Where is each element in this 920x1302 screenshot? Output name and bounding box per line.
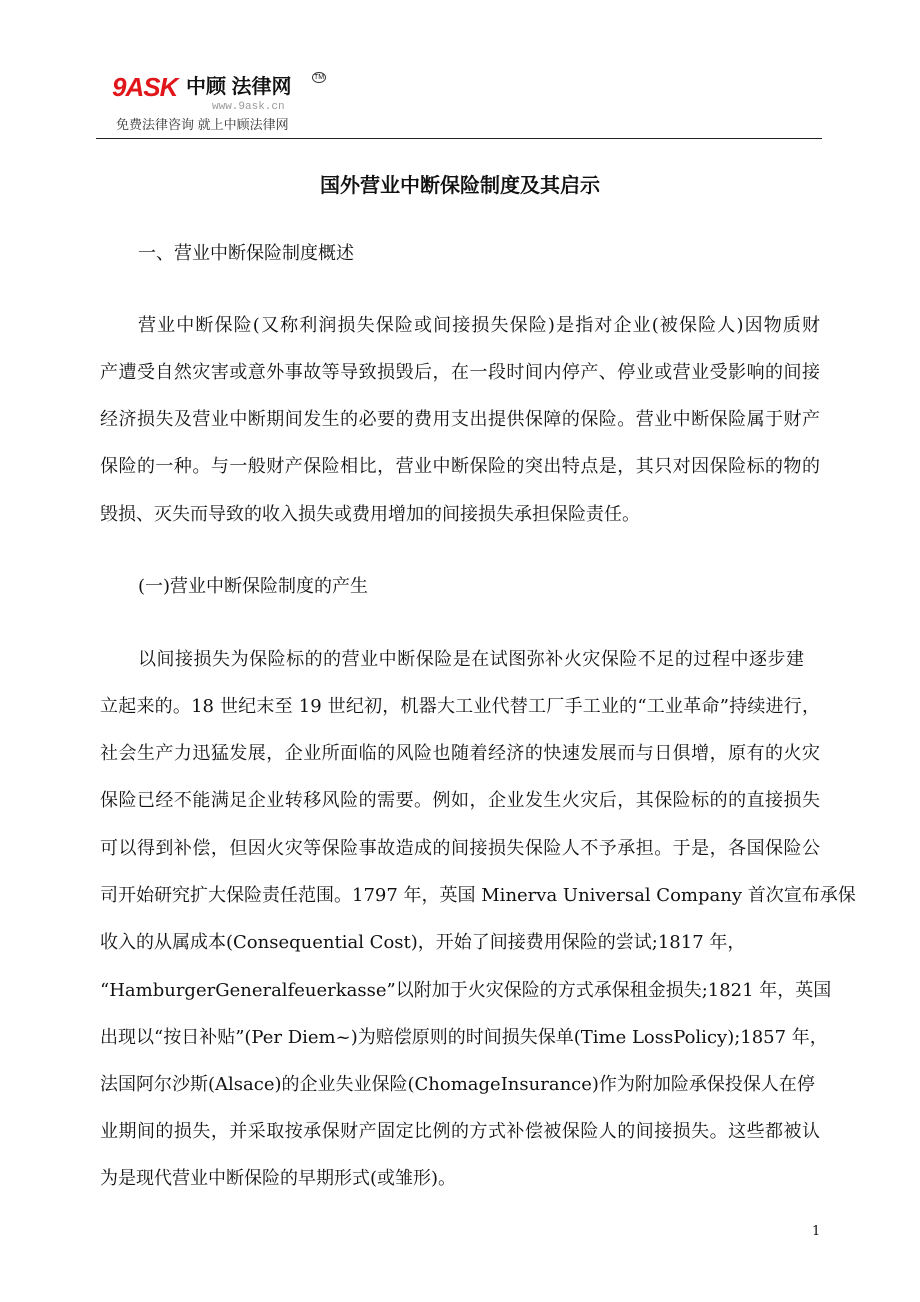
- paragraph-line: 司开始研究扩大保险责任范围。1797 年，英国 Minerva Universal Company 首次宣布承保: [100, 885, 856, 906]
- site-logo[interactable]: [112, 72, 332, 134]
- page-number: 1: [812, 1224, 821, 1239]
- paragraph-line: 法国阿尔沙斯(Alsace)的企业失业保险(ChomageInsurance)作为附加险承保投保人在停: [100, 1074, 815, 1095]
- paragraph-line: 产遭受自然灾害或意外事故等导致损毁后，在一段时间内停产、停业或营业受影响的间接: [100, 362, 820, 383]
- logo-mark: 9ASK: [112, 72, 178, 102]
- trademark-icon: TM: [314, 74, 325, 81]
- paragraph-line: “HamburgerGeneralfeuerkasse”以附加于火灾保险的方式承保租金损失;1821 年，英国: [100, 980, 832, 1001]
- logo-url: www.9ask.cn: [212, 101, 285, 113]
- paragraph-line: 可以得到补偿，但因火灾等保险事故造成的间接损失保险人不予承担。于是，各国保险公: [100, 838, 820, 859]
- subsection-heading: (一)营业中断保险制度的产生: [138, 576, 369, 597]
- paragraph-line: 保险已经不能满足企业转移风险的需要。例如，企业发生火灾后，其保险标的的直接损失: [100, 790, 820, 811]
- header-divider: [96, 138, 822, 139]
- paragraph-line: 出现以“按日补贴”(Per Diem~)为赔偿原则的时间损失保单(Time LossPolicy);1857 年，: [100, 1027, 828, 1048]
- paragraph-line: 以间接损失为保险标的的营业中断保险是在试图弥补火灾保险不足的过程中逐步建: [138, 649, 804, 670]
- logo-slogan: 免费法律咨询 就上中顾法律网: [116, 117, 289, 132]
- document-title: 国外营业中断保险制度及其启示: [320, 173, 600, 197]
- paragraph-line: 收入的从属成本(Consequential Cost)，开始了间接费用保险的尝试;1817 年，: [100, 932, 746, 953]
- paragraph-line: 社会生产力迅猛发展，企业所面临的风险也随着经济的快速发展而与日俱增，原有的火灾: [100, 743, 820, 764]
- section-heading: 一、营业中断保险制度概述: [138, 243, 354, 264]
- paragraph-line: 为是现代营业中断保险的早期形式(或雏形)。: [100, 1168, 457, 1189]
- paragraph-line: 保险的一种。与一般财产保险相比，营业中断保险的突出特点是，其只对因保险标的物的: [100, 456, 820, 477]
- paragraph-line: 毁损、灭失而导致的收入损失或费用增加的间接损失承担保险责任。: [100, 504, 640, 525]
- paragraph-line: 经济损失及营业中断期间发生的必要的费用支出提供保障的保险。营业中断保险属于财产: [100, 409, 820, 430]
- paragraph-line: 业期间的损失，并采取按承保财产固定比例的方式补偿被保险人的间接损失。这些都被认: [100, 1121, 820, 1142]
- paragraph-line: 营业中断保险(又称利润损失保险或间接损失保险)是指对企业(被保险人)因物质财: [138, 315, 820, 336]
- paragraph-line: 立起来的。18 世纪末至 19 世纪初，机器大工业代替工厂手工业的“工业革命”持续进行，: [100, 696, 820, 717]
- logo-cn: 中顾 法律网: [186, 76, 292, 98]
